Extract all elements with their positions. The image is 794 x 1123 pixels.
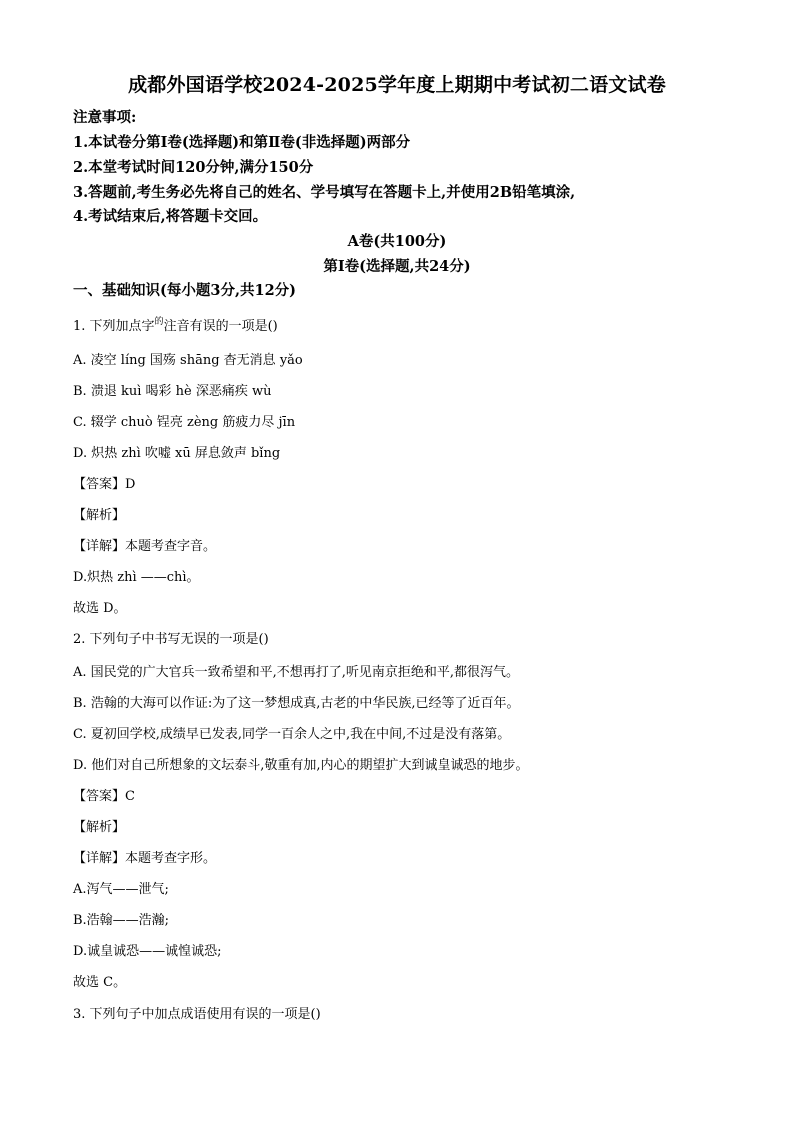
question-2-explanation: D.诚皇诚恐——诚惶诚恐; (73, 944, 222, 959)
part-1-heading: 第Ⅰ卷(选择题,共24分) (323, 258, 471, 275)
notice-item: 3.答题前,考生务必先将自己的姓名、学号填写在答题卡上,并使用2B铅笔填涂, (73, 184, 576, 201)
notice-item: 4.考试结束后,将答题卡交回。 (73, 208, 268, 225)
question-1-answer: 【答案】D (73, 477, 136, 492)
section-a-heading: A卷(共100分) (347, 233, 447, 250)
question-1-stem-pre: 1. 下列加点字 (73, 319, 155, 334)
question-1-option-d: D. 炽热 zhì 吹嘘 xū 屏息敛声 bǐng (73, 446, 281, 461)
question-2-option-a: A. 国民党的广大官兵一致希望和平,不想再打了,听见南京拒绝和平,都很泻气。 (73, 665, 520, 680)
question-1-analysis: 【解析】 (73, 508, 126, 523)
question-2-stem: 2. 下列句子中书写无误的一项是() (73, 632, 269, 647)
question-2-conclusion: 故选 C。 (73, 975, 127, 990)
notice-heading: 注意事项: (73, 109, 137, 126)
question-1-stem-sup: 的 (154, 317, 164, 327)
page-title: 成都外国语学校2024-2025学年度上期期中考试初二语文试卷 (128, 74, 666, 96)
question-2-analysis: 【解析】 (73, 820, 126, 835)
question-1-option-a: A. 凌空 líng 国殇 shāng 杳无消息 yǎo (73, 353, 303, 368)
question-1-option-c: C. 辍学 chuò 锃亮 zèng 筋疲力尽 jīn (73, 415, 296, 430)
notice-item: 2.本堂考试时间120分钟,满分150分 (73, 159, 314, 176)
question-2-option-c: C. 夏初回学校,成绩早已发表,同学一百余人之中,我在中间,不过是没有落第。 (73, 727, 511, 742)
question-1-detail: 【详解】本题考查字音。 (73, 539, 217, 554)
question-1-stem (73, 314, 278, 334)
question-1-stem-post: 注音有误的一项是() (163, 319, 278, 334)
question-1-explanation: D.炽热 zhì ——chì。 (73, 570, 200, 585)
question-2-explanation: A.泻气——泄气; (73, 882, 169, 897)
notice-item: 1.本试卷分第Ⅰ卷(选择题)和第Ⅱ卷(非选择题)两部分 (73, 134, 411, 151)
question-2-option-b: B. 浩翰的大海可以作证:为了这一梦想成真,古老的中华民族,已经等了近百年。 (73, 696, 520, 711)
question-2-explanation: B.浩翰——浩瀚; (73, 913, 170, 928)
question-3-stem: 3. 下列句子中加点成语使用有误的一项是() (73, 1007, 321, 1022)
question-2-detail: 【详解】本题考查字形。 (73, 851, 217, 866)
basic-knowledge-heading: 一、基础知识(每小题3分,共12分) (73, 282, 297, 299)
question-1-conclusion: 故选 D。 (73, 601, 127, 616)
question-1-option-b: B. 溃退 kuì 喝彩 hè 深恶痛疾 wù (73, 384, 272, 399)
question-2-answer: 【答案】C (73, 789, 135, 804)
question-2-option-d: D. 他们对自己所想象的文坛泰斗,敬重有加,内心的期望扩大到诚皇诚恐的地步。 (73, 758, 529, 773)
